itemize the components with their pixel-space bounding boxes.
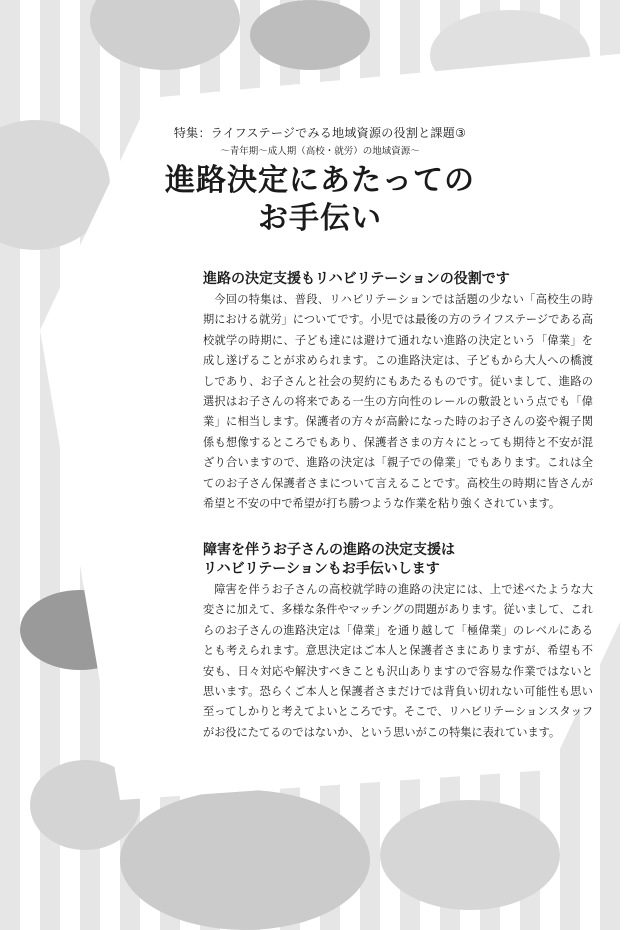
feature-subtitle: ～青年期～成人期（高校・就労）の地域資源～	[220, 146, 420, 157]
decorative-bubble	[380, 800, 560, 910]
section-2-heading-line2: リハビリテーションもお手伝いします	[203, 561, 440, 577]
section-2-body	[203, 580, 593, 743]
page-title	[0, 162, 640, 238]
section-1-heading: 進路の決定支援もリハビリテーションの役割です	[203, 271, 510, 287]
section-1-body	[203, 290, 593, 514]
decorative-bubble	[120, 790, 370, 930]
section-2-paragraph: 障害を伴うお子さんの高校就学時の進路の決定には、上で述べたような大変さに加えて、多様な条件やマッチングの問題があります。従いまして、これらのお子さんの進路決定は「偉業」を通り越して「極偉業」のレベルにあるとも考えられます。意思決定はご本人と保護者さまにありますが、希望も不安も、日々対応や解決すべきことも沢山ありますので容易な作業ではないと思います。恐らくご本人と保護者さまだけでは背負い切れない可能性も思い至ってしかりと考えてよいところです。そこで、リハビリテーションスタッフがお役にたてるのではないか、という思いがこの特集に表れています。	[203, 583, 593, 739]
special-feature-label: 特集：ライフステージでみる地域資源の役割と課題③	[173, 126, 467, 140]
page-title-line1: 進路決定にあたっての	[165, 163, 475, 198]
section-2-heading	[203, 541, 455, 579]
decorative-bubble	[250, 0, 370, 70]
decorative-bubble	[90, 0, 240, 70]
page-title-line2: お手伝い	[258, 201, 382, 236]
section-2-heading-line1: 障害を伴うお子さんの進路の決定支援は	[203, 542, 455, 558]
section-1-paragraph: 今回の特集は、普段、リハビリテーションでは話題の少ない「高校生の時期における就労」についてです。小児では最後の方のライフステージである高校就学の時期に、子ども達には避けて通れない進路の決定という「偉業」を成し遂げることが求められます。この進路決定は、子どもから大人への橋渡しであり、お子さんと社会の契約にもあたるものです。従いまして、進路の選択はお子さんの将来である一生の方向性のレールの敷設という点でも「偉業」に相当します。保護者の方々が高齢になった時のお子さんの姿や親子関係も想像するところでもあり、保護者さまの方々にとっても期待と不安が混ざり合いますので、進路の決定は「親子での偉業」でもあります。これは全てのお子さん保護者さまについて言えることです。高校生の時期に皆さんが希望と不安の中で希望が打ち勝つような作業を粘り強くされています。	[203, 293, 593, 511]
